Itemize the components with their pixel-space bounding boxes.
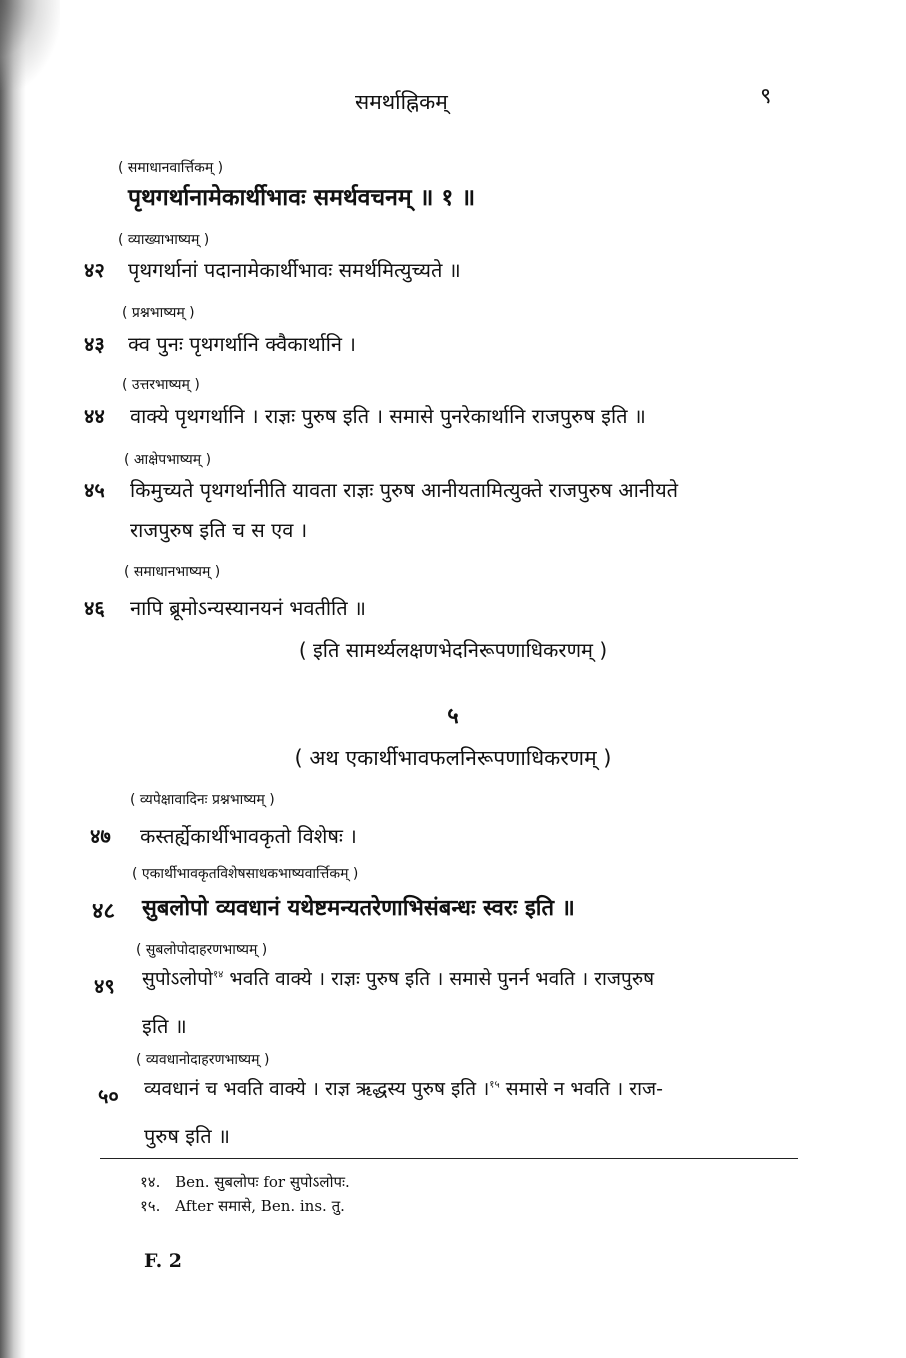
section-label: ( व्यवधानोदाहरणभाष्यम् ) <box>136 1052 270 1068</box>
section-end-heading: ( इति सामर्थ्यलक्षणभेदनिरूपणाधिकरणम् ) <box>298 638 608 662</box>
running-header-title: समर्थाह्निकम् <box>355 90 448 114</box>
bhashya-text-rest: समासे न भवति । राज- <box>505 1078 663 1100</box>
bhashya-text-continued: राजपुरुष इति च स एव । <box>130 518 308 542</box>
printer-signature: F. 2 <box>144 1250 183 1272</box>
verse-number: ४७ <box>90 824 111 848</box>
bhashya-text <box>144 1075 663 1101</box>
section-label: ( सुबलोपोदाहरणभाष्यम् ) <box>136 942 268 958</box>
page-number: ९ <box>760 84 772 109</box>
footnote-text: After समासे, Ben. ins. तु. <box>175 1197 345 1215</box>
footnote-divider <box>100 1158 798 1159</box>
bhashya-text <box>142 965 654 991</box>
book-spine-shadow <box>0 0 26 1358</box>
footnote-ref: १४ <box>212 969 224 981</box>
bhashya-text: किमुच्यते पृथगर्थानीति यावता राज्ञः पुरुष आनीयतामित्युक्ते राजपुरुष आनीयते <box>130 478 679 502</box>
verse-number: ४८ <box>92 899 115 924</box>
verse-number: ४३ <box>84 332 105 356</box>
vartika-text: सुबलोपो व्यवधानं यथेष्टमन्यतरेणाभिसंबन्धः स्वरः इति ॥ <box>142 896 575 921</box>
footnote-number: १५. <box>140 1197 161 1215</box>
vartika-text: पृथगर्थानामेकार्थीभावः समर्थवचनम् ॥ १ ॥ <box>128 185 476 211</box>
bhashya-text-rest: भवति वाक्ये । राज्ञः पुरुष इति । समासे पुनर्न भवति । राजपुरुष <box>229 968 655 990</box>
footnote-ref: १५ <box>489 1079 500 1091</box>
section-label: ( आक्षेपभाष्यम् ) <box>124 452 212 468</box>
section-label: ( व्याख्याभाष्यम् ) <box>118 232 210 248</box>
section-label: ( व्यपेक्षावादिनः प्रश्नभाष्यम् ) <box>130 792 275 808</box>
bhashya-text: कस्तर्ह्येकार्थीभावकृतो विशेषः । <box>140 824 357 848</box>
page-corner-shadow <box>0 0 60 90</box>
section-label: ( समाधानवार्त्तिकम् ) <box>118 160 224 176</box>
verse-number: ४२ <box>84 258 105 282</box>
footnote-text: Ben. सुबलोपः for सुपोऽलोपः. <box>175 1173 350 1191</box>
bhashya-text-continued: पुरुष इति ॥ <box>144 1124 230 1148</box>
verse-number: ४६ <box>84 596 105 620</box>
section-number: ५ <box>447 704 459 729</box>
footnote <box>140 1196 345 1216</box>
section-label: ( प्रश्नभाष्यम् ) <box>122 305 195 321</box>
bhashya-text-continued: इति ॥ <box>142 1014 187 1038</box>
verse-number: ४४ <box>84 404 105 428</box>
section-label: ( उत्तरभाष्यम् ) <box>122 377 200 393</box>
bhashya-text-start: व्यवधानं च भवति वाक्ये । राज्ञ ऋद्धस्य पुरुष इति । <box>144 1078 490 1100</box>
verse-number: ४९ <box>94 974 115 998</box>
footnote <box>140 1172 350 1192</box>
bhashya-text: नापि ब्रूमोऽन्यस्यानयनं भवतीति ॥ <box>130 596 366 620</box>
section-label: ( समाधानभाष्यम् ) <box>124 564 221 580</box>
verse-number: ५० <box>98 1084 119 1108</box>
section-label: ( एकार्थीभावकृतविशेषसाधकभाष्यवार्त्तिकम् ) <box>132 866 359 882</box>
section-start-heading: ( अथ एकार्थीभावफलनिरूपणाधिकरणम् ) <box>294 746 612 770</box>
bhashya-text: पृथगर्थानां पदानामेकार्थीभावः समर्थमित्युच्यते ॥ <box>128 258 461 282</box>
bhashya-text: क्व पुनः पृथगर्थानि क्वैकार्थानि । <box>128 332 356 356</box>
verse-number: ४५ <box>84 478 105 502</box>
footnote-number: १४. <box>140 1173 161 1191</box>
bhashya-text-start: सुपोऽलोपो <box>142 968 213 990</box>
bhashya-text: वाक्ये पृथगर्थानि । राज्ञः पुरुष इति । समासे पुनरेकार्थानि राजपुरुष इति ॥ <box>130 404 646 428</box>
